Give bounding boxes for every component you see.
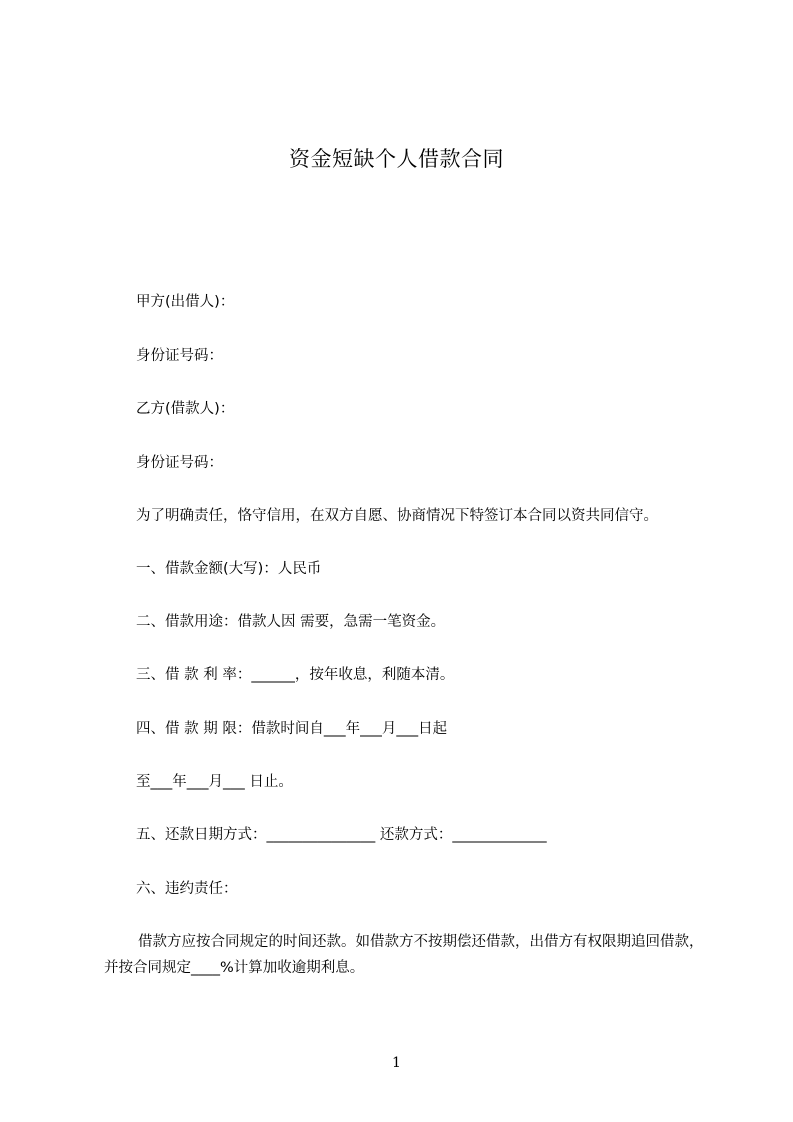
contract-title: 资金短缺个人借款合同 <box>289 147 504 171</box>
clause-interest-rate: 三、借 款 利 率：______，按年收息，利随本清。 <box>136 667 455 683</box>
clause-repayment: 五、还款日期方式：_______________ 还款方式：_____________ <box>136 827 547 843</box>
borrower-field: 乙方(借款人)： <box>136 401 235 417</box>
clause-loan-term: 四、借 款 期 限：借款时间自___年___月___日起 <box>136 721 448 737</box>
lender-field: 甲方(出借人)： <box>136 294 235 310</box>
borrower-id-field: 身份证号码： <box>136 455 223 471</box>
page-number: 1 <box>392 1055 401 1071</box>
clause-breach-heading: 六、违约责任： <box>136 881 238 897</box>
clause-loan-amount: 一、借款金额(大写)：人民币 <box>136 561 322 577</box>
clause-loan-purpose: 二、借款用途：借款人因 需要，急需一笔资金。 <box>136 614 446 630</box>
clause-loan-term-end: 至___年___月___ 日止。 <box>136 774 293 790</box>
lender-id-field: 身份证号码： <box>136 348 223 364</box>
clause-breach-paragraph: 借款方应按合同规定的时间还款。如借款方不按期偿还借款，出借方有权限期追回借款，并按合同规定____%计算加收逾期利息。 <box>104 934 704 976</box>
preamble-text: 为了明确责任，恪守信用，在双方自愿、协商情况下特签订本合同以资共同信守。 <box>136 508 658 524</box>
